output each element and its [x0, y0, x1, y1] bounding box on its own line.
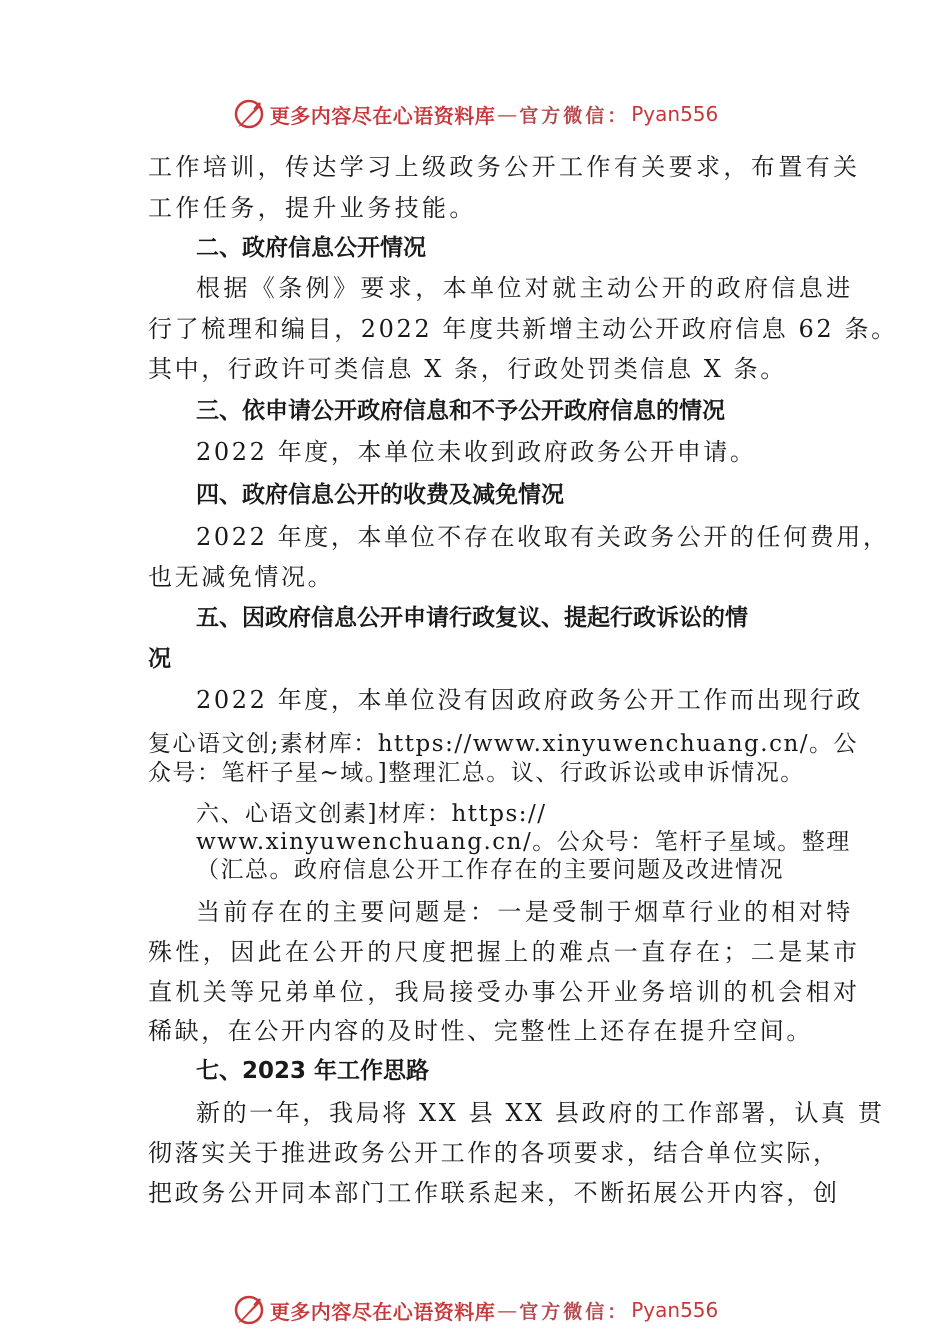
header-banner	[0, 94, 950, 134]
paragraph-line: 2022 年度，本单位未收到政府政务公开申请。	[196, 438, 757, 466]
watermark-text-line: www.xinyuwenchuang.cn/。公众号：笔杆子星域。整理	[196, 829, 851, 855]
section-heading-5-cont: 况	[148, 646, 171, 672]
paragraph-line: 2022 年度，本单位不存在收取有关政务公开的任何费用，	[196, 523, 890, 551]
paragraph-line: 殊性，因此在公开的尺度把握上的难点一直存在；二是某市	[148, 938, 861, 966]
quill-logo-icon	[232, 1293, 266, 1327]
brand-name: 更多内容尽在心语资料库	[269, 103, 496, 128]
paragraph-line: 新的一年，我局将 XX 县 XX 县政府的工作部署，认真 贯	[196, 1099, 885, 1127]
wechat-id: Pyan556	[631, 1298, 719, 1322]
paragraph-line: 把政务公开同本部门工作联系起来，不断拓展公开内容，创	[148, 1179, 840, 1207]
wechat-label: 官方微信：	[519, 104, 630, 127]
section-heading-2: 二、政府信息公开情况	[196, 235, 426, 261]
banner-dash: —	[497, 1298, 518, 1322]
paragraph-line: 稀缺，在公开内容的及时性、完整性上还存在提升空间。	[148, 1017, 813, 1045]
wechat-id: Pyan556	[631, 102, 719, 126]
watermark-text-line: 六、心语文创素]材库：https://	[196, 801, 547, 827]
paragraph-line: 直机关等兄弟单位，我局接受办事公开业务培训的机会相对	[148, 978, 861, 1006]
paragraph-line: 工作培训，传达学习上级政务公开工作有关要求，布置有关	[148, 153, 861, 181]
paragraph-line: 工作任务，提升业务技能。	[148, 194, 477, 222]
watermark-text-line: （汇总。政府信息公开工作存在的主要问题及改进情况	[196, 857, 784, 883]
brand-name: 更多内容尽在心语资料库	[269, 1299, 496, 1324]
section-heading-5: 五、因政府信息公开申请行政复议、提起行政诉讼的情	[196, 605, 748, 631]
watermark-text-line: 众号：笔杆子星~域。]整理汇总。议、行政诉讼或申诉情况。	[148, 760, 805, 786]
quill-logo-icon	[232, 97, 266, 131]
watermark-text-line: 复心语文创;素材库：https://www.xinyuwenchuang.cn/。公	[148, 731, 859, 757]
paragraph-line: 彻落实关于推进政务公开工作的各项要求，结合单位实际，	[148, 1139, 840, 1167]
section-heading-3: 三、依申请公开政府信息和不予公开政府信息的情况	[196, 398, 725, 424]
paragraph-line: 其中，行政许可类信息 X 条，行政处罚类信息 X 条。	[148, 355, 787, 383]
paragraph-line: 行了梳理和编目，2022 年度共新增主动公开政府信息 62 条。	[148, 315, 898, 343]
footer-banner	[0, 1290, 950, 1330]
section-heading-7: 七、2023 年工作思路	[196, 1058, 430, 1084]
paragraph-line: 当前存在的主要问题是：一是受制于烟草行业的相对特	[196, 898, 854, 926]
paragraph-line: 也无减免情况。	[148, 563, 335, 591]
paragraph-line: 根据《条例》要求，本单位对就主动公开的政府信息进	[196, 274, 854, 302]
paragraph-line: 2022 年度，本单位没有因政府政务公开工作而出现行政	[196, 686, 863, 714]
section-heading-4: 四、政府信息公开的收费及减免情况	[196, 482, 564, 508]
banner-dash: —	[497, 102, 518, 126]
wechat-label: 官方微信：	[519, 1300, 630, 1323]
